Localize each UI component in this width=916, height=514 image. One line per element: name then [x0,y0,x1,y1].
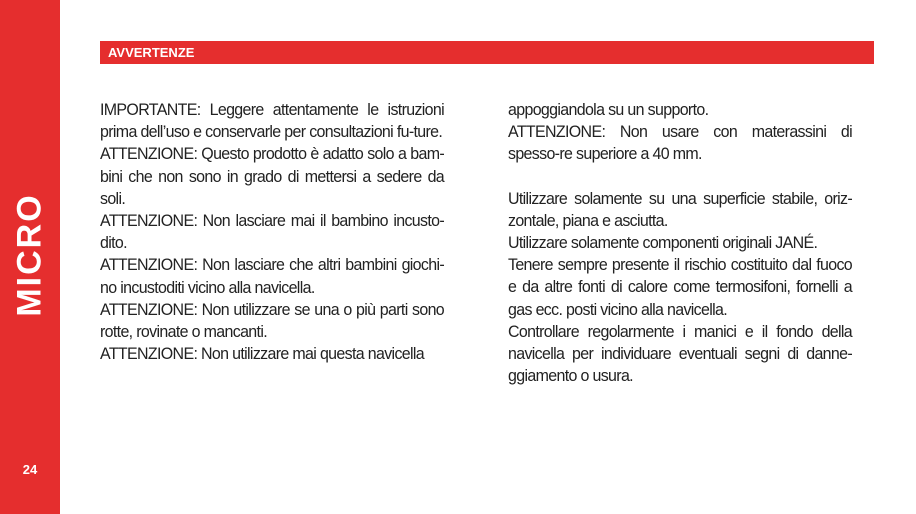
paragraph: Utilizzare solamente su una superficie stabile, oriz-zontale, piana e asciutta. [508,188,853,230]
sidebar-brand-word: MICRO [10,193,49,317]
right-column [508,99,852,387]
left-column [100,99,444,365]
paragraph: Tenere sempre presente il rischio costituito dal fuoco e da altre fonti di calore come termosifoni, fornelli a gas ecc. posti vicino alla navicella. [508,255,853,319]
paragraph: ATTENZIONE: Non lasciare che altri bambini giochi-no incustoditi vicino alla navicella. [100,255,445,297]
page-number: 24 [22,462,38,477]
paragraph: appoggiandola su un supporto. [508,100,709,119]
paragraph: ATTENZIONE: Non utilizzare se una o più parti sono rotte, rovinate o mancanti. [100,299,445,342]
section-header: AVVERTENZE [100,41,874,64]
paragraph: ATTENZIONE: Non usare con materassini di spesso-re superiore a 40 mm. [508,122,853,164]
paragraph: ATTENZIONE: Non lasciare mai il bambino incusto-dito. [100,211,445,253]
paragraph: Utilizzare solamente componenti originali JANÉ. [508,233,818,253]
paragraph: ATTENZIONE: Questo prodotto è adatto solo a bam-bini che non sono in grado di mettersi a sedere da soli. [100,144,445,208]
paragraph: Controllare regolarmente i manici e il fondo della navicella per individuare eventuali segni di danne-ggiamento o usura. [508,321,853,386]
sidebar [0,0,60,514]
paragraph: ATTENZIONE: Non utilizzare mai questa navicella [100,344,425,364]
paragraph: IMPORTANTE: Leggere attentamente le istruzioni prima dell’uso e conservarle per consultazioni fu-ture. [100,100,445,142]
